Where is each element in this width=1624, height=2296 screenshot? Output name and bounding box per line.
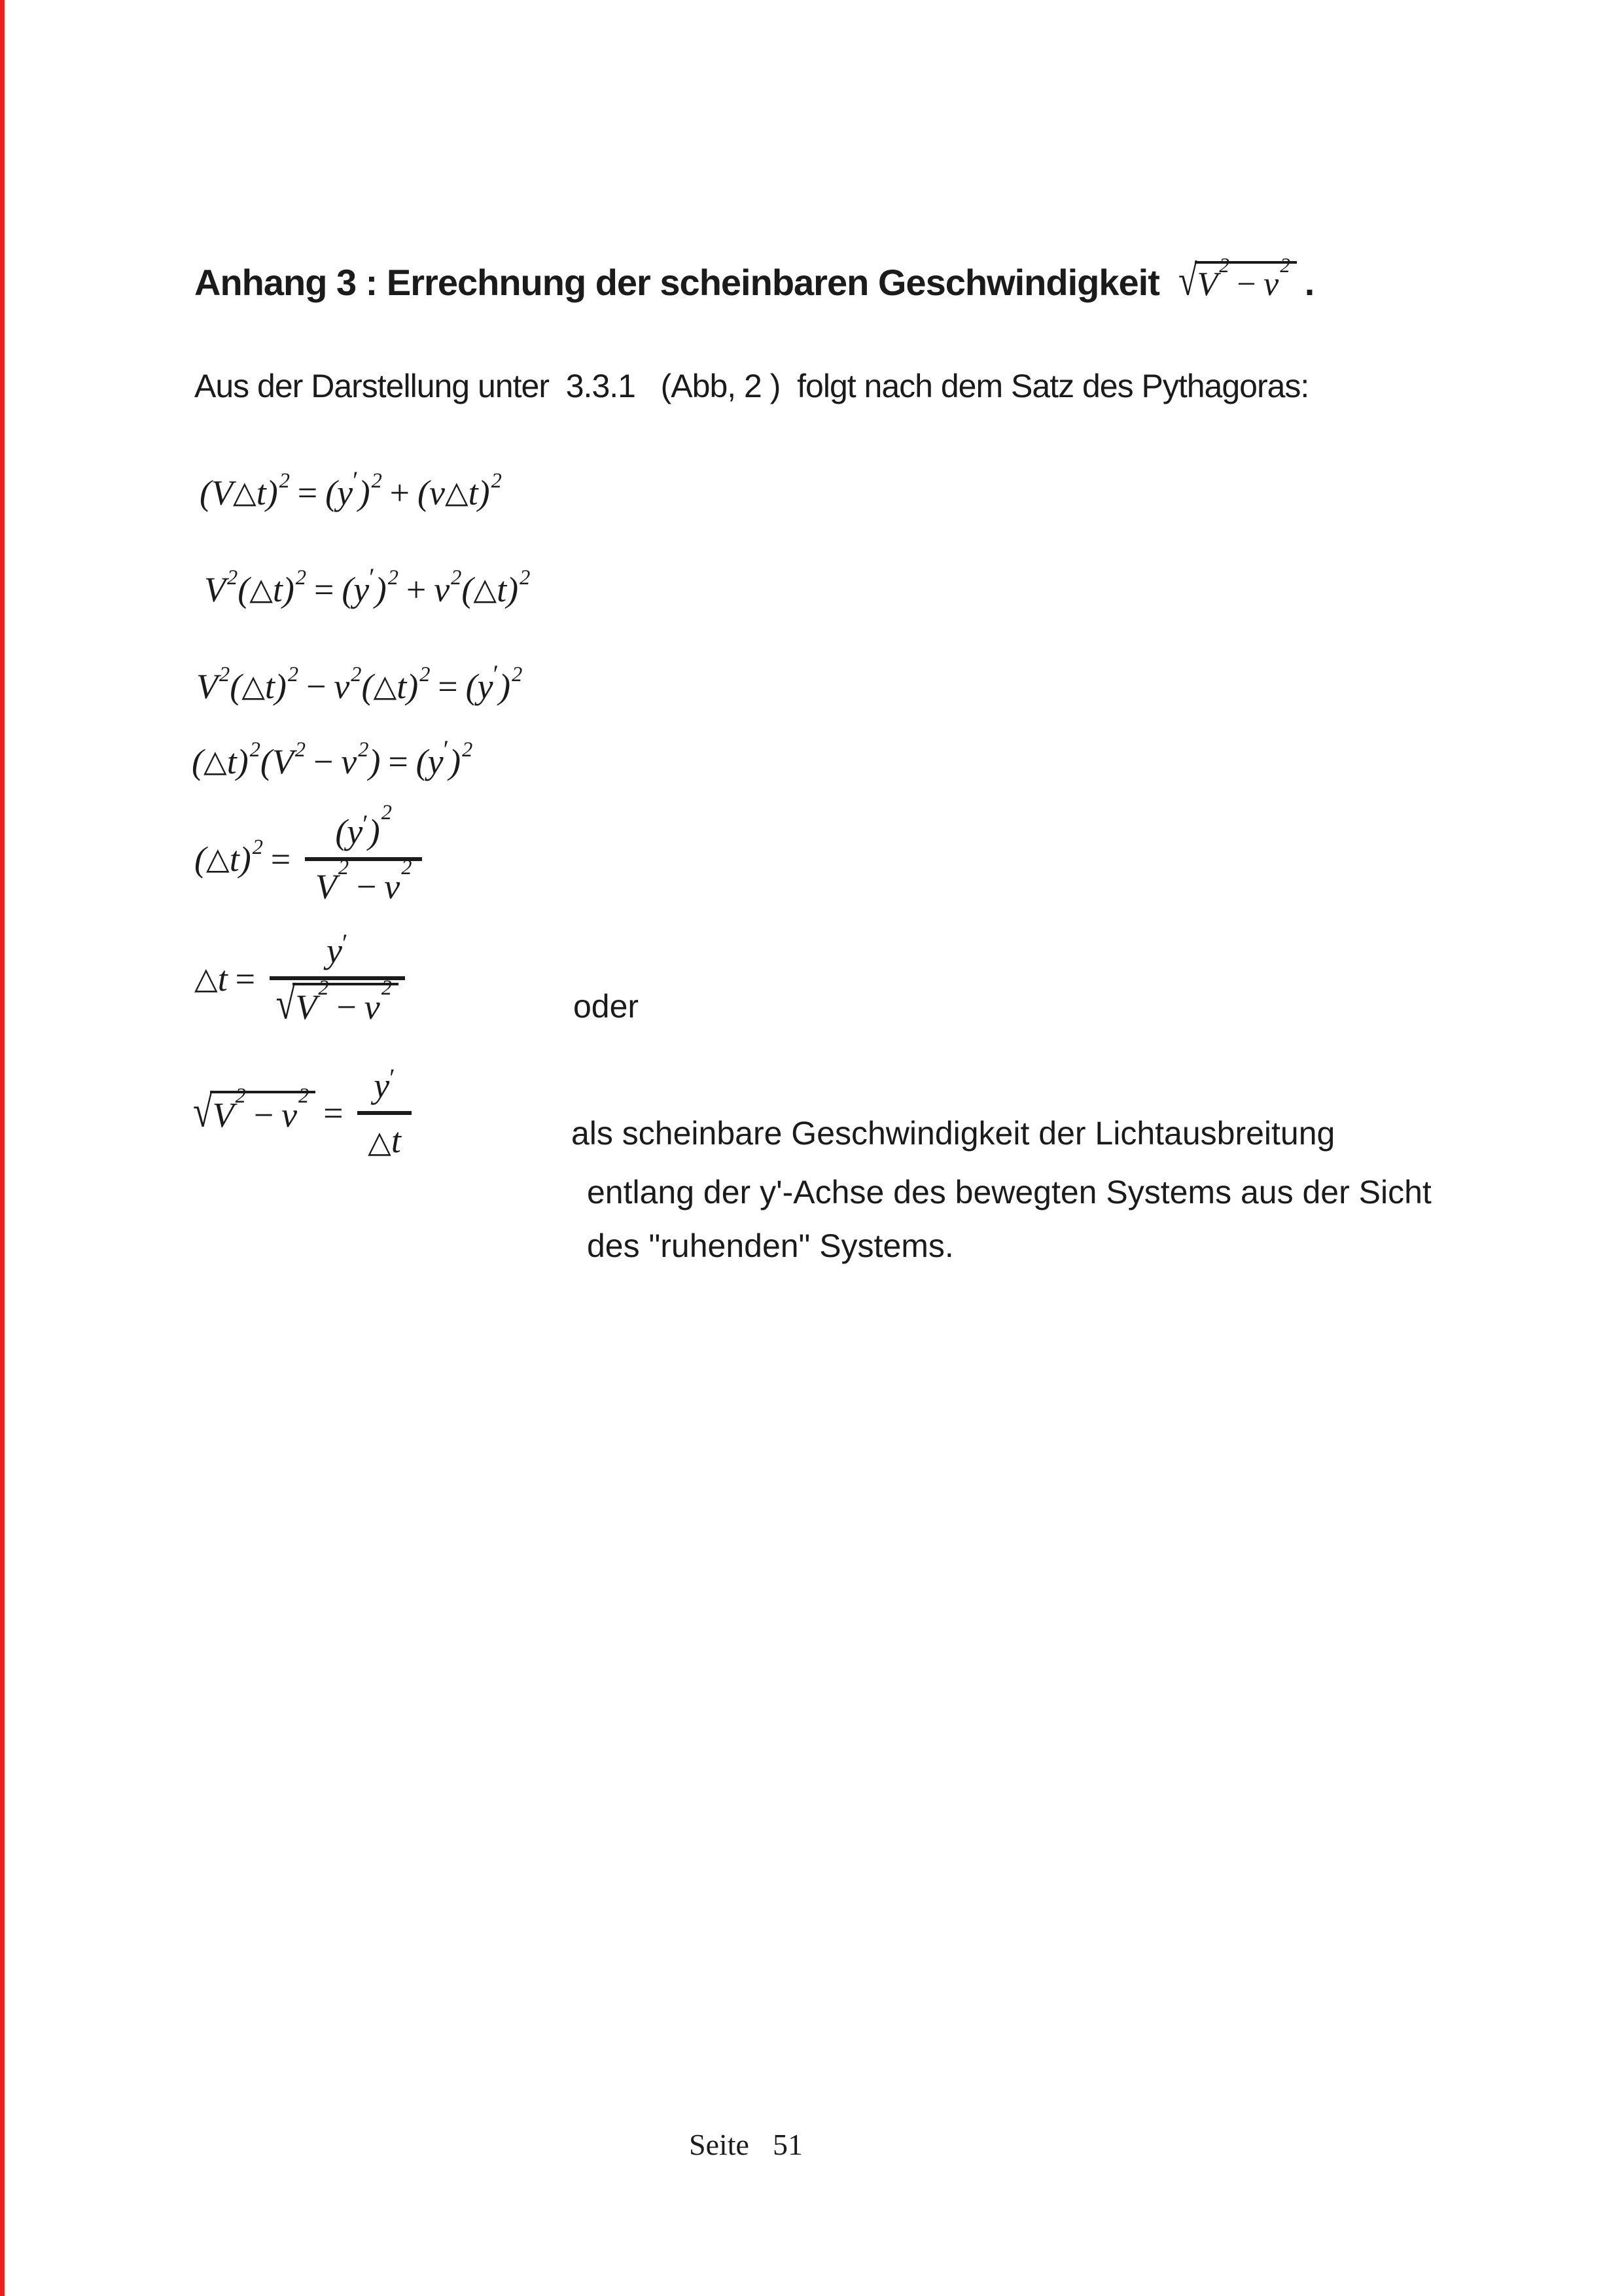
equation-delta-t: △ t = y′ √ $V^2 - v^2$ [194,930,412,1027]
heading-formula: √ $V^2- v^2$ [1178,261,1297,304]
equation-delta-t-squared: ( △ t) $^2$ = $\frac{(y')^2}{V^2 - v^2}$ [194,811,429,907]
page-heading [194,253,1315,305]
scan-edge-line [0,0,5,2296]
annotation-line-2: entlang der y'-Achse des bewegten Systems aus der Sicht [587,1174,1432,1210]
equation-pythagoras: (V △ t) $^2$ = (y ′ ) $^2$ + (v △ t) $^2$ [200,467,502,512]
oder-label: oder [573,988,639,1025]
heading-text: Anhang 3 : Errechnung der scheinbaren Geschwindigkeit [194,262,1178,303]
equation-expanded: V $^2$ ( △ t) $^2$ = (y ′ ) $^2$ + v $^2$ ( △ t) $^2$ [204,563,531,609]
page-footer [689,2127,803,2163]
annotation-line-1: als scheinbare Geschwindigkeit der Lichtausbreitung [571,1115,1335,1152]
equation-apparent-velocity: √ $V^2 - v^2$ = $\frac{y'}{\triangle t}$ [193,1065,418,1161]
intro-paragraph: Aus der Darstellung unter 3.3.1 (Abb, 2 ) folgt nach dem Satz des Pythagoras: [194,368,1309,404]
equation-rearranged: V $^2$ ( △ t) $^2$ − v $^2$ ( △ t) $^2$ = (y ′ ) $^2$ [196,660,523,706]
footer-label: Seite [689,2128,749,2161]
annotation-line-3: des "ruhenden" Systems. [587,1227,954,1264]
heading-period: . [1304,262,1315,303]
equation-factored: ( △ t) $^2$ (V $^2$ − v $^2$ ) = (y ′ ) $^2$ [192,735,473,781]
page-number: 51 [772,2128,803,2161]
